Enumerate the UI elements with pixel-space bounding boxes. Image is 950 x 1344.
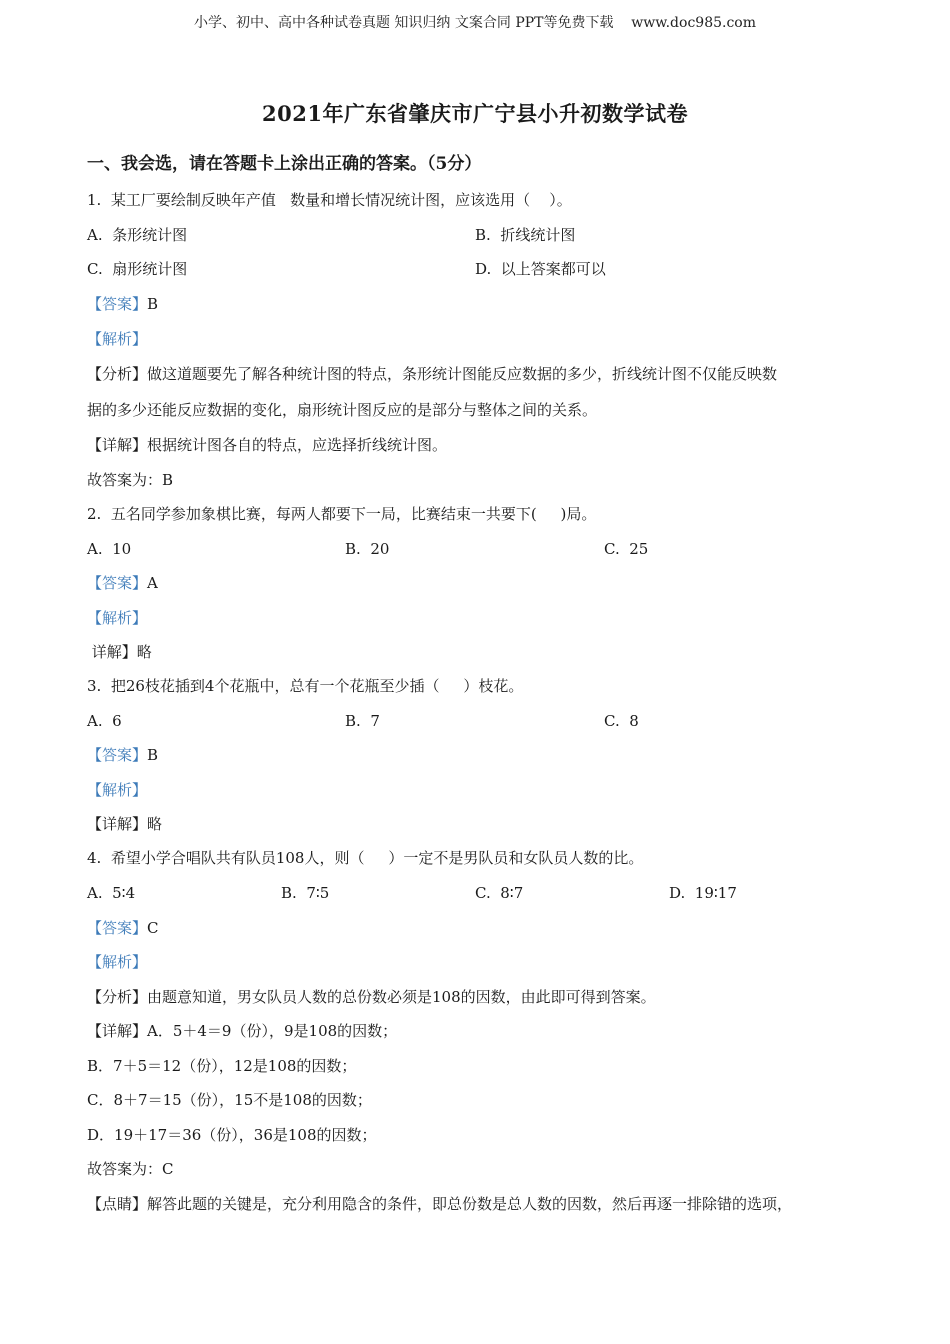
question-1-stem: 1. 某工厂要绘制反映年产值 数量和增长情况统计图，应该选用（ ）。 — [87, 191, 572, 209]
q4-option-d: D. 19∶17 — [669, 884, 737, 902]
q1-fenxi-text: 做这道题要先了解各种统计图的特点，条形统计图能反应数据的多少，折线统计图不仅能反映数 — [147, 365, 778, 383]
q1-option-a: A. 条形统计图 — [87, 226, 188, 244]
jiexi-tag: 【解析】 — [87, 609, 148, 627]
q4-xiangjie-a-text: A．5＋4＝9（份），9是108的因数； — [147, 1022, 398, 1040]
q1-option-b: B. 折线统计图 — [475, 226, 576, 244]
page-header: 小学、初中、高中各种试卷真题 知识归纳 文案合同 PPT等免费下载 www.doc985.com — [193, 15, 756, 31]
q1-conclusion: 故答案为：B — [87, 471, 174, 489]
jiexi-tag: 【解析】 — [87, 330, 148, 348]
fenxi-tag: 【分析】 — [87, 365, 148, 383]
q2-xiangjie: 详解】略 — [87, 643, 152, 661]
q4-line-d: D．19＋17＝36（份），36是108的因数； — [87, 1126, 377, 1144]
answer-tag: 【答案】 — [87, 295, 148, 313]
answer-tag: 【答案】 — [87, 574, 148, 592]
q3-option-b: B. 7 — [345, 712, 380, 730]
q3-xiangjie — [87, 814, 162, 834]
q3-answer — [87, 745, 158, 765]
q3-answer-value: B — [147, 746, 159, 764]
xiangjie-tag: 【详解】 — [87, 436, 148, 454]
q4-fenxi-text: 由题意知道，男女队员人数的总份数必须是108的因数，由此即可得到答案。 — [147, 988, 656, 1006]
q3-xiangjie-text: 略 — [147, 815, 163, 833]
q1-option-c: C. 扇形统计图 — [87, 260, 188, 278]
q4-option-b: B. 7∶5 — [281, 884, 330, 902]
q4-dianjing-text: 解答此题的关键是，充分利用隐含的条件，即总份数是总人数的因数，然后再逐一排除错的选项， — [147, 1195, 793, 1213]
q4-answer — [87, 918, 159, 938]
q1-answer — [87, 294, 158, 314]
q1-xiangjie-text: 根据统计图各自的特点，应选择折线统计图。 — [147, 436, 448, 454]
q1-fenxi-2: 据的多少还能反应数据的变化，扇形统计图反应的是部分与整体之间的关系。 — [87, 401, 598, 419]
q1-answer-value: B — [147, 295, 159, 313]
q4-answer-value: C — [147, 919, 159, 937]
question-3-stem: 3. 把26枝花插到4个花瓶中，总有一个花瓶至少插（ ）枝花。 — [87, 677, 524, 695]
q4-fenxi — [87, 987, 656, 1007]
q2-option-c: C. 25 — [604, 540, 649, 558]
question-4-stem: 4. 希望小学合唱队共有队员108人，则（ ）一定不是男队员和女队员人数的比。 — [87, 849, 644, 867]
q4-dianjing — [87, 1194, 792, 1214]
question-2-stem: 2. 五名同学参加象棋比赛，每两人都要下一局，比赛结束一共要下( )局。 — [87, 505, 597, 523]
q3-jiexi — [87, 780, 147, 800]
q1-fenxi-1 — [87, 364, 777, 384]
q1-option-d: D. 以上答案都可以 — [475, 260, 606, 278]
answer-tag: 【答案】 — [87, 919, 148, 937]
q2-answer — [87, 573, 158, 593]
dianjing-tag: 【点睛】 — [87, 1195, 148, 1213]
q4-line-c: C．8＋7＝15（份），15不是108的因数； — [87, 1091, 372, 1109]
q4-option-a: A. 5∶4 — [87, 884, 136, 902]
q4-line-b: B．7＋5＝12（份），12是108的因数； — [87, 1057, 357, 1075]
xiangjie-tag: 【详解】 — [87, 815, 148, 833]
q4-jiexi — [87, 952, 147, 972]
q2-option-b: B. 20 — [345, 540, 390, 558]
q2-answer-value: A — [147, 574, 158, 592]
xiangjie-tag: 【详解】 — [87, 1022, 148, 1040]
page-title: 2021年广东省肇庆市广宁县小升初数学试卷 — [262, 101, 688, 126]
q3-option-a: A. 6 — [87, 712, 122, 730]
q3-option-c: C. 8 — [604, 712, 639, 730]
q1-xiangjie — [87, 435, 447, 455]
section-heading: 一、我会选，请在答题卡上涂出正确的答案。（5分） — [87, 154, 482, 174]
q4-option-c: C. 8∶7 — [475, 884, 524, 902]
answer-tag: 【答案】 — [87, 746, 148, 764]
fenxi-tag: 【分析】 — [87, 988, 148, 1006]
q4-xiangjie-a — [87, 1021, 397, 1041]
q2-option-a: A. 10 — [87, 540, 132, 558]
q4-conclusion: 故答案为：C — [87, 1160, 174, 1178]
q2-jiexi — [87, 608, 147, 628]
q1-jiexi — [87, 329, 147, 349]
jiexi-tag: 【解析】 — [87, 953, 148, 971]
jiexi-tag: 【解析】 — [87, 781, 148, 799]
